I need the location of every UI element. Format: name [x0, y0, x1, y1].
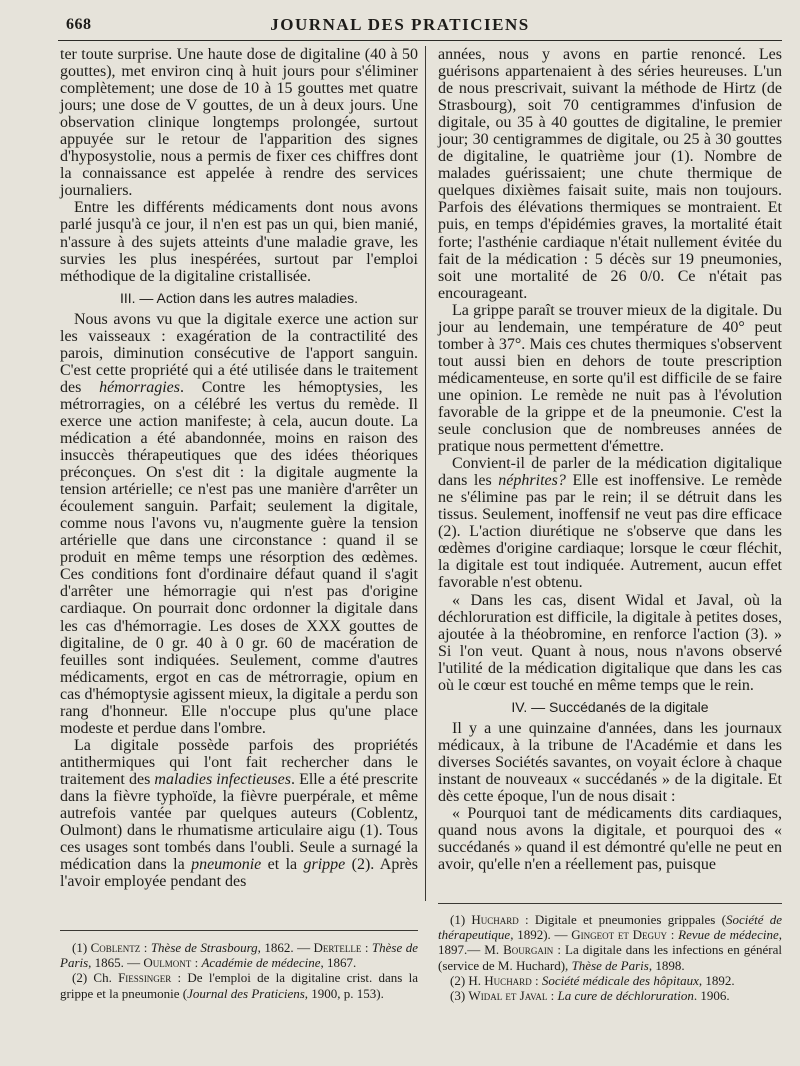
- left-column: [60, 46, 418, 890]
- right-paragraph-3: Convient-il de parler de la médication digitalique dans les néphrites? Elle est inoffensive. Le remède ne s'élimine pas par le rein; il se détruit dans les tissus. Seulement, inoffensif ne veut pas dire efficace (2). L'action diurétique ne s'observe que dans les œdèmes d'origine cardiaque; lorsque le cœur fléchit, la digitale est tout indiquée. Autrement, aucun effet favorable n'est obtenu.: [438, 455, 782, 592]
- left-paragraph-4: La digitale possède parfois des propriétés antithermiques qui l'ont fait rechercher dans le traitement des maladies infectieuses. Elle a été prescrite dans la fièvre typhoïde, la fièvre puerpérale, et même autrefois vantée par quelques auteurs (Coblentz, Oulmont) dans le rhumatisme articulaire aigu (1). Tous ces usages sont tombés dans l'oubli. Seule a surnagé la médication dans la pneumonie et la grippe (2). Après l'avoir employée pendant des: [60, 736, 419, 891]
- emphasis-grippe: grippe: [303, 856, 346, 874]
- right-paragraph-2: La grippe paraît se trouver mieux de la digitale. Du jour au lendemain, une température de 40° peut tomber à 37°. Mais ces chutes thermiques s'observent tout aussi bien en dehors de toute prescription médicamenteuse, en sorte qu'il est difficile de se faire une opinion. Le remède ne nuit pas à l'évolution favorable de la grippe et de la pneumonie. C'est la seule conclusion que de nombreuses années de pratique nous permettent d'émettre.: [438, 301, 782, 456]
- footnote-right-2: (2) H. Huchard : Société médicale des hôpitaux, 1892.: [450, 972, 735, 988]
- left-footnotes: [60, 940, 418, 1001]
- right-footnote-rule: [438, 903, 782, 904]
- section-heading-iii: III. — Action dans les autres maladies.: [119, 289, 359, 306]
- section-heading-iv: IV. — Succédanés de la digitale: [511, 698, 709, 715]
- header-rule: [58, 40, 782, 41]
- left-paragraph-1: ter toute surprise. Une haute dose de digitaline (40 à 50 gouttes), met environ cinq à huit jours pour s'éliminer complètement; une dose de 10 à 15 gouttes met quatre jours; une dose de V gouttes, de un à deux jours. Une observation clinique longtemps prolongée, surtout appuyée sur le retour de l'apparition des signes d'hyposystolie, nous a permis de fixer ces chiffres dont la connaissance est appelée à rendre des services journaliers.: [60, 46, 418, 200]
- right-paragraph-4: « Dans les cas, disent Widal et Javal, où la déchloruration est difficile, la digitale à petites doses, ajoutée à la théobromine, en renforce l'action (3). » Si l'on veut. Quant à nous, nous n'avons observé l'utilité de la médication digitalique que dans les cas où le cœur est touché en même temps que le rein.: [438, 591, 782, 694]
- emphasis-nephrites: néphrites?: [498, 472, 566, 490]
- right-paragraph-6: « Pourquoi tant de médicaments dits cardiaques, quand nous avons la digitale, et pourquoi des « succédanés » quand il est démontré qu'elle ne peut en avoir, qu'elle n'en a réellement pas, puisque: [438, 805, 782, 874]
- right-column: [438, 46, 782, 873]
- left-footnote-rule: [60, 930, 418, 931]
- footnote-right-1: (1) Huchard : Digitale et pneumonies grippales (Société de thérapeutique, 1892). — Gingeot et Deguy : Revue de médecine, 1897.— M. Bourgain : La digitale dans les infections en général (service de M. Huchard), Thèse de Paris, 1898.: [438, 912, 782, 973]
- journal-title: JOURNAL DES PRATICIENS: [270, 15, 530, 34]
- right-footnotes: [438, 912, 782, 1003]
- footnote-right-3: (3) Widal et Javal : La cure de déchloruration. 1906.: [450, 988, 730, 1004]
- footnote-left-2: (2) Ch. Fiessinger : De l'emploi de la digitaline crist. dans la grippe et la pneumonie (Journal des Praticiens, 1900, p. 153).: [60, 970, 418, 1001]
- left-paragraph-3: Nous avons vu que la digitale exerce une action sur les vaisseaux : exagération de la contractilité des parois, diminution consécutive de l'apport sanguin. C'est cette propriété qui a été utilisée dans le traitement des hémorragies. Contre les hémoptysies, les métrorragies, on a célébré les vertus du remède. Il exerce une action manifeste; à cela, aucun doute. La médication a été abandonnée, moins en raison des insuccès thérapeutiques que des idées théoriques préconçues. On s'est dit : la digitale augmente la tension artérielle; ce n'est pas une manière d'arrêter un écoulement sanguin. Parfait; seulement la digitale, comme nous l'avons vu, n'augmente guère la tension artérielle que dans une circonstance : quand il se produit en même temps une résorption des œdèmes. Ces conditions font d'ordinaire défaut quand il s'agit d'arrêter une hémorragie qui n'est pas d'origine cardiaque. On pourrait donc ordonner la digitale dans les cas d'hémorragie. Les doses de XXX gouttes de digitaline, de 0 gr. 40 à 0 gr. 60 de macération de feuilles sont indiquées. Seulement, comme d'autres médicaments, ergot en cas de métrorragie, opium en cas d'hémoptysie agissent mieux, la digitale a perdu son rang d'honneur. Elle n'occupe plus qu'une place modeste et perdue dans l'ombre.: [60, 310, 419, 737]
- left-paragraph-2: Entre les différents médicaments dont nous avons parlé jusqu'à ce jour, il n'en est pas un qui, bien manié, n'assure à des sujets atteints d'une maladie grave, les survies les plus inespérées, surtout par l'emploi méthodique de la digitaline cristallisée.: [60, 199, 418, 285]
- right-paragraph-1: années, nous y avons en partie renoncé. Les guérisons appartenaient à des séries heureuses. L'un de nous prescrivait, suivant la méthode de Hirtz (de Strasbourg), soit 70 centigrammes d'infusion de digitale, ou 35 à 40 gouttes de digitaline, le premier jour; 30 centigrammes de digitale, ou 25 à 30 gouttes de digitaline, le quatrième jour (1). Nombre de malades guérissaient; une chute thermique de quelques dixièmes faisait suite, mais non toujours. Parfois des élévations thermiques se montraient. Et puis, en temps d'épidémies graves, la mortalité était forte; l'asthénie cardiaque n'était nullement évitée du fait de la médication : 5 décès sur 19 pneumonies, soit une mortalité de 26 0/0. Ce n'était pas encourageant.: [438, 46, 782, 302]
- right-paragraph-5: Il y a une quinzaine d'années, dans les journaux médicaux, à la tribune de l'Académie et dans les diverses Sociétés savantes, on voyait éclore à chaque instant de nouveaux « succédanés » de la digitale. Et dès cette époque, l'un de nous disait :: [438, 719, 782, 805]
- emphasis-hemorragies: hémorragies: [99, 378, 180, 396]
- emphasis-pneumonie: pneumonie: [191, 856, 262, 874]
- footnote-left-1: (1) Coblentz : Thèse de Strasbourg, 1862. — Dertelle : Thèse de Paris, 1865. — Oulmont : Académie de médecine, 1867.: [60, 940, 418, 971]
- column-divider: [425, 46, 426, 901]
- emphasis-maladies-infectieuses: maladies infectieuses: [154, 770, 291, 788]
- page-number: 668: [66, 16, 92, 33]
